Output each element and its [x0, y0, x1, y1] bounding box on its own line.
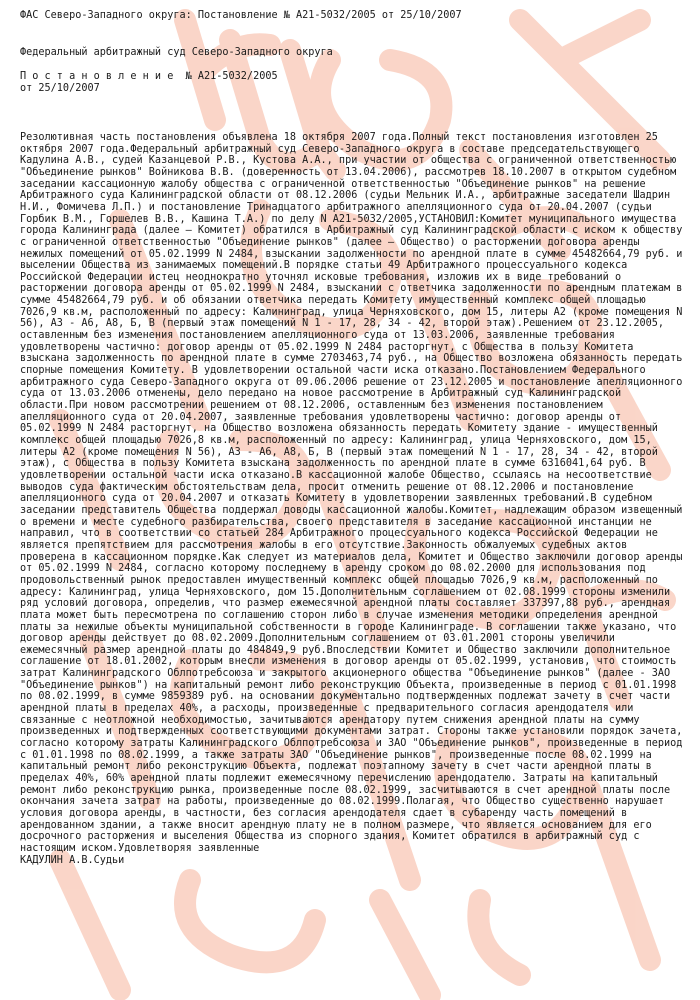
spacer: [20, 34, 686, 46]
watermark-stroke: [185, 880, 315, 962]
watermark-stroke: [478, 900, 520, 975]
judge-signature-line: КАДУЛИН А.В.Судьи: [20, 854, 125, 866]
spacer: [20, 108, 686, 120]
watermark-stroke: [60, 860, 120, 990]
court-name: Федеральный арбитражный суд Северо-Западного округа: [20, 46, 333, 58]
document-title: П о с т а н о в л е н и е № А21-5032/2005: [20, 70, 278, 82]
document-header-line: ФАС Северо-Западного округа: Постановление № А21-5032/2005 от 25/10/2007: [20, 10, 462, 21]
spacer: [20, 120, 686, 132]
spacer: [20, 59, 686, 71]
document-page: [20, 10, 686, 867]
spacer: [20, 95, 686, 107]
document-date: от 25/10/2007: [20, 83, 100, 95]
spacer: [20, 22, 686, 34]
document-body: Резолютивная часть постановления объявлена 18 октября 2007 года.Полный текст постановления изготовлен 25 октября 2007 года.Федеральный арбитражный суд Северо-Западного округа в составе председательствующего Кадулина А.В., судей Казанцевой Р.В., Кустова А.А., при участии от общества с ограниченной ответственностью "Объединение рынков" Войникова В.В. (доверенность от 13.04.2006), рассмотрев 18.10.2007 в открытом судебном заседании кассационную жалобу общества с ограниченной ответственностью "Объединение рынков" на решение Арбитражного суда Калининградской области от 08.12.2006 (судьи Мельник И.А., арбитражные заседатели Шадрин Н.И., Фомичева Л.П.) и постановление Тринадцатого арбитражного апелляционного суда от 20.04.2007 (судьи Горбик В.М., Горшелев В.В., Кашина Т.А.) по делу N А21-5032/2005,УСТАНОВИЛ:Комитет муниципального имущества города Калининграда (далее – Комитет) обратился в Арбитражный суд Калининградской области с иском к обществу с ограниченной ответственностью "Объединение рынков" (далее – Общество) о расторжении договора аренды нежилых помещений от 05.02.1999 N 2484, взыскании задолженности по арендной плате в сумме 45482664,79 руб. и выселении Общества из занимаемых помещений.В порядке статьи 49 Арбитражного процессуального кодекса Российской Федерации истец неоднократно уточнял исковые требования, изложив их в виде требований о расторжении договора аренды от 05.02.1999 N 2484, взыскании с ответчика задолженности по арендным платежам в сумме 45482664,79 руб. и об обязании ответчика передать Комитету имущественный комплекс общей площадью 7026,9 кв.м, расположенный по адресу: Калининград, улица Черняховского, дом 15, литеры А2 (кроме помещения N 56), А3 - А6, А8, Б, В (первый этаж помещений N 1 - 17, 28, 34 - 42, второй этаж).Решением от 23.12.2005, оставленным без изменения постановлением апелляционного суда от 13.03.2006, заявленные требования удовлетворены частично: договор аренды от 05.02.1999 N 2484 расторгнут, с Общества в пользу Комитета взыскана задолженность по арендной плате в сумме 2703463,74 руб., на Общество возложена обязанность передать спорные помещения Комитету. В удовлетворении остальной части иска отказано.Постановлением Федерального арбитражного суда Северо-Западного округа от 09.06.2006 решение от 23.12.2005 и постановление апелляционного суда от 13.03.2006 отменены, дело передано на новое рассмотрение в Арбитражный суд Калининградской области.При новом рассмотрении решением от 08.12.2006, оставленным без изменения постановлением апелляционного суда от 20.04.2007, заявленные требования удовлетворены частично: договор аренды от 05.02.1999 N 2484 расторгнут, на Общество возложена обязанность передать Комитету здание - имущественный комплекс общей площадью 7026,8 кв.м, расположенный по адресу: Калининград, улица Черняховского, дом 15, литеры А2 (кроме помещения N 56), А3 - А6, А8, Б, В (первый этаж помещений N 1 - 17, 28, 34 - 42, второй этаж), с Общества в пользу Комитета взыскана задолженность по арендной плате в сумме 6316041,64 руб. В удовлетворении остальной части иска отказано.В кассационной жалобе Общество, ссылаясь на несоответствие выводов суда фактическим обстоятельствам дела, просит отменить решение от 08.12.2006 и постановление апелляционного суда от 20.04.2007 и отказать Комитету в удовлетворении заявленных требований.В судебном заседании представитель Общества поддержал доводы кассационной жалобы.Комитет, надлежащим образом извещенный о времени и месте судебного разбирательства, своего представителя в заседание кассационной инстанции не направил, что в соответствии со статьей 284 Арбитражного процессуального кодекса Российской Федерации не является препятствием для рассмотрения жалобы в его отсутствие.Законность обжалуемых судебных актов проверена в кассационном порядке.Как следует из материалов дела, Комитет и Общество заключили договор аренды от 05.02.1999 N 2484, согласно которому последнему в аренду сроком до 08.02.2000 для использования под продовольственный рынок предоставлен имущественный комплекс общей площадью 7026,9 кв.м, расположенный по адресу: Калининград, улица Черняховского, дом 15.Дополнительным соглашением от 02.08.1999 стороны изменили ряд условий договора, определив, что размер ежемесячной арендной платы составляет 337397,88 руб., арендная плата может быть пересмотрена по соглашению сторон либо в случае изменения методики определения арендной платы за нежилые объекты муниципальной собственности в городе Калининграде. В соглашении также указано, что договор аренды действует до 08.02.2009.Дополнительным соглашением от 03.01.2001 стороны увеличили ежемесячный размер арендной платы до 484849,9 руб.Впоследствии Комитет и Общество заключили дополнительное соглашение от 18.01.2002, которым внесли изменения в договор аренды от 05.02.1999, установив, что стоимость затрат Калининградского Облпотребсоюза и закрытого акционерного общества "Объединение рынков" (далее - ЗАО "Объединение рынков") на капитальный ремонт либо реконструкцию Объекта, произведенные в период с 01.01.1998 по 08.02.1999, в сумме 9859389 руб. на основании документально подтвержденных подлежат зачету в счет части арендной платы в пределах 40%, а расходы, произведенные с предварительного согласия арендодателя или связанные с неотложной необходимостью, зачитываются арендатору путем снижения арендной платы на сумму произведенных и подтвержденных соответствующими документами затрат. Стороны также установили порядок зачета, согласно которому затраты Калининградского Облпотребсоюза и ЗАО "Объединение рынков", произведенные в период с 01.01.1998 по 08.02.1999, а также затраты ЗАО "Объединение рынков", произведенные после 08.02.1999 на капитальный ремонт либо реконструкцию Объекта, подлежат поэтапному зачету в счет части арендной платы в пределах 40%, 60% арендной платы подлежит ежемесячному перечислению арендодателю. Затраты на капитальный ремонт либо реконструкцию рынка, произведенные после 08.02.1999, засчитываются в счет арендной платы после окончания зачета затрат на работы, произведенные до 08.02.1999.Полагая, что Общество существенно нарушает условия договора аренды, в частности, без согласия арендодателя сдает в субаренду часть помещений в арендованном здании, а также вносит арендную плату не в полном размере, что является основанием для его досрочного расторжения и выселения Общества из спорного здания, Комитет обратился в арбитражный суд с настоящим иском.Удовлетворяя заявленные: [20, 131, 683, 854]
watermark-stroke: [380, 900, 430, 995]
